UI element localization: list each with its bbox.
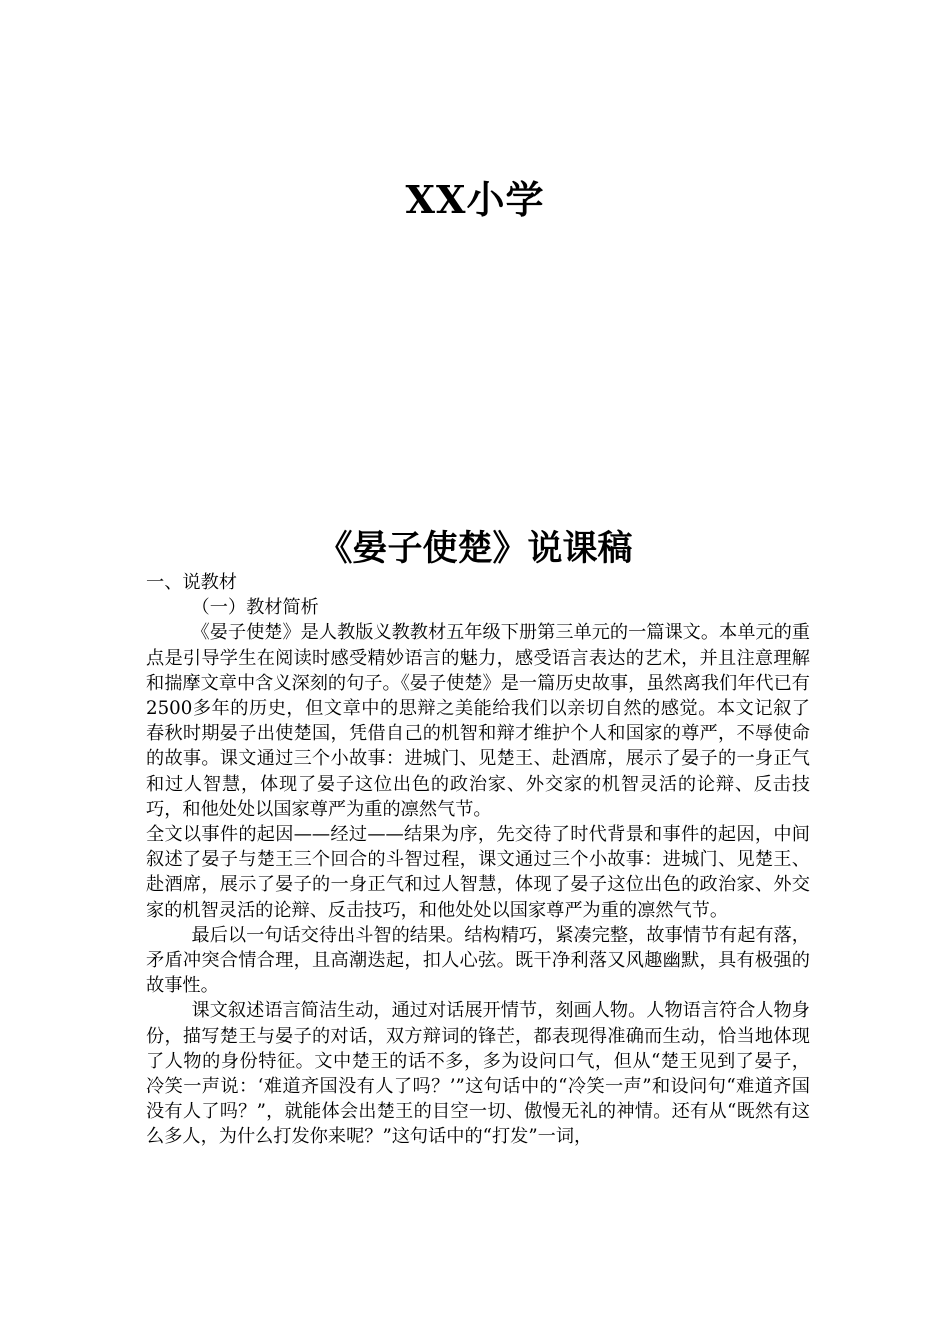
document-body <box>146 570 810 1150</box>
subsection-heading: （一）教材简析 <box>191 597 319 619</box>
school-title: XX小学 <box>405 177 545 222</box>
paragraph-2: 全文以事件的起因——经过——结果为序，先交待了时代背景和事件的起因，中间叙述了晏子与楚王三个回合的斗智过程，课文通过三个小故事：进城门、见楚王、赴酒席，展示了晏子的一身正气和过人智慧，体现了晏子这位出色的政治家、外交家的机智灵活的论辩、反击技巧，和他处处以国家尊严为重的凛然气节。 <box>146 824 810 921</box>
paragraph-1: 《晏子使楚》是人教版义教教材五年级下册第三单元的一篇课文。本单元的重点是引导学生在阅读时感受精妙语言的魅力，感受语言表达的艺术，并且注意理解和揣摩文章中含义深刻的句子。《晏子使楚》是一篇历史故事，虽然离我们年代已有2500多年的历史，但文章中的思辩之美能给我们以亲切自然的感觉。本文记叙了春秋时期晏子出使楚国，凭借自己的机智和辩才维护个人和国家的尊严，不辱使命的故事。课文通过三个小故事：进城门、见楚王、赴酒席，展示了晏子的一身正气和过人智慧，体现了晏子这位出色的政治家、外交家的机智灵活的论辩、反击技巧，和他处处以国家尊严为重的凛然气节。 <box>146 622 810 820</box>
paragraph-3: 最后以一句话交待出斗智的结果。结构精巧，紧凑完整，故事情节有起有落，矛盾冲突合情合理，且高潮迭起，扣人心弦。既干净利落又风趣幽默，具有极强的故事性。 <box>146 924 810 997</box>
document-title: 《晏子使楚》说课稿 <box>317 528 633 569</box>
paragraph-4: 课文叙述语言简洁生动，通过对话展开情节，刻画人物。人物语言符合人物身份，描写楚王与晏子的对话，双方辩词的锋芒，都表现得准确而生动，恰当地体现了人物的身份特征。文中楚王的话不多，多为设问口气，但从“楚王见到了晏子，冷笑一声说：‘难道齐国没有人了吗？’”这句话中的“冷笑一声”和设问句“难道齐国没有人了吗？”，就能体会出楚王的目空一切、傲慢无礼的神情。还有从“既然有这么多人，为什么打发你来呢？”这句话中的“打发”一词， <box>146 1000 810 1148</box>
section-heading: 一、说教材 <box>146 572 237 593</box>
